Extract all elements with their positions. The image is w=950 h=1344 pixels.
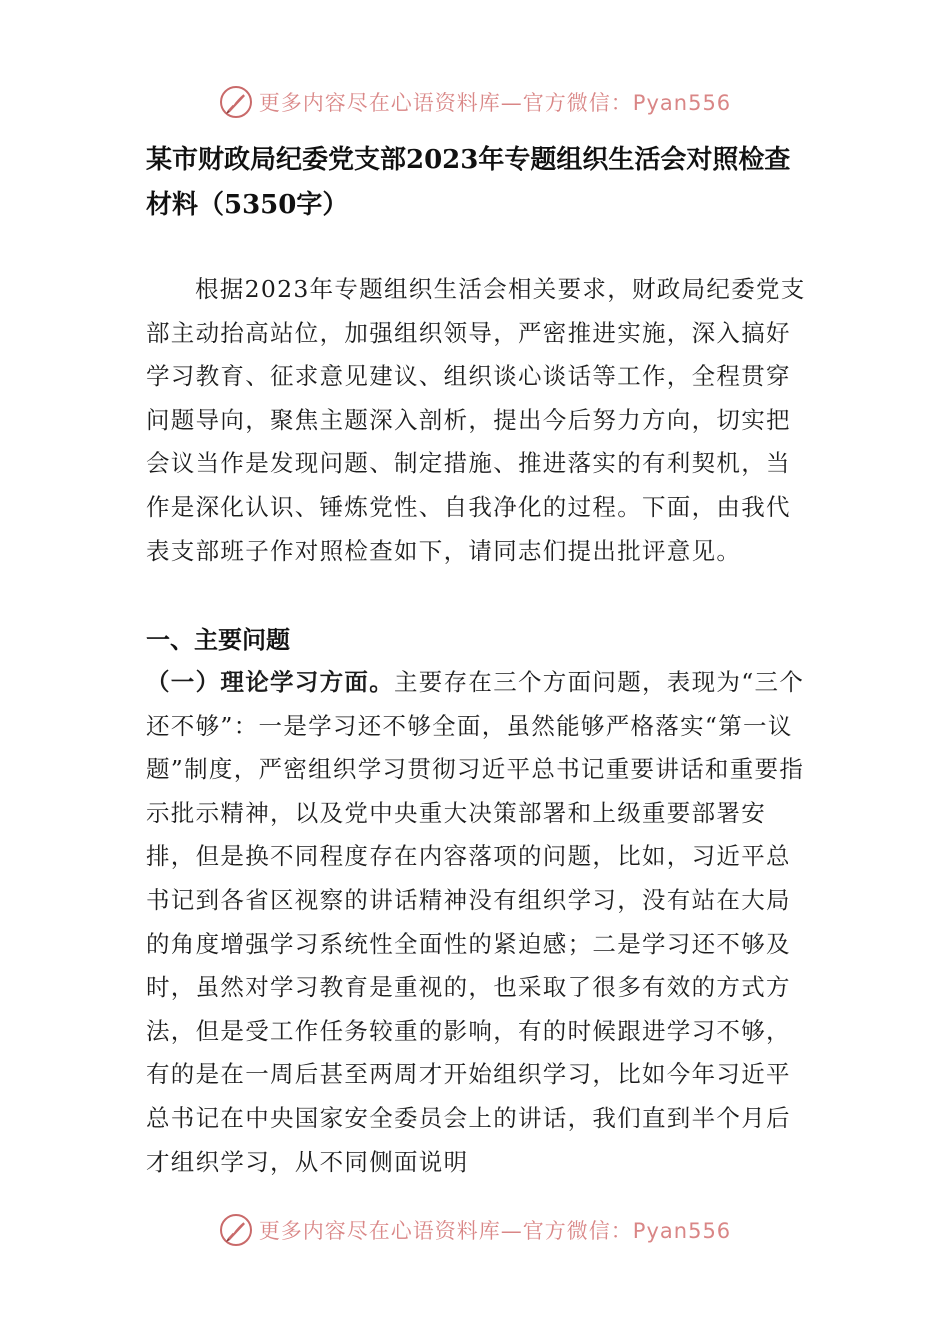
- watermark-header: [0, 82, 950, 122]
- section-heading: 一、主要问题: [146, 625, 290, 654]
- document-title: 某市财政局纪委党支部2023年专题组织生活会对照检查材料（5350字）: [146, 145, 791, 220]
- quill-logo-icon: [219, 85, 253, 119]
- watermark-text: 更多内容尽在心语资料库—官方微信：Pyan556: [258, 91, 732, 115]
- subsection-lead: （一）理论学习方面。: [146, 668, 394, 696]
- watermark-footer: [0, 1210, 950, 1250]
- subsection-paragraph: [146, 661, 806, 1184]
- subsection-body: 主要存在三个方面问题，表现为“三个还不够”：一是学习还不够全面，虽然能够严格落实“第一议题”制度，严密组织学习贯彻习近平总书记重要讲话和重要指示批示精神，以及党中央重大决策部署和上级重要部署安排，但是换不同程度存在内容落项的问题，比如，习近平总书记到各省区视察的讲话精神没有组织学习，没有站在大局的角度增强学习系统性全面性的紧迫感；二是学习还不够及时，虽然对学习教育是重视的，也采取了很多有效的方式方法，但是受工作任务较重的影响，有的时候跟进学习不够，有的是在一周后甚至两周才开始组织学习，比如今年习近平总书记在中央国家安全委员会上的讲话，我们直到半个月后才组织学习，从不同侧面说明: [146, 668, 805, 1176]
- intro-paragraph: 根据2023年专题组织生活会相关要求，财政局纪委党支部主动抬高站位，加强组织领导，严密推进实施，深入搞好学习教育、征求意见建议、组织谈心谈话等工作，全程贯穿问题导向，聚焦主题深入剖析，提出今后努力方向，切实把会议当作是发现问题、制定措施、推进落实的有利契机，当作是深化认识、锤炼党性、自我净化的过程。下面，由我代表支部班子作对照检查如下，请同志们提出批评意见。: [146, 275, 806, 565]
- quill-logo-icon: [219, 1213, 253, 1247]
- watermark-text: 更多内容尽在心语资料库—官方微信：Pyan556: [258, 1219, 732, 1243]
